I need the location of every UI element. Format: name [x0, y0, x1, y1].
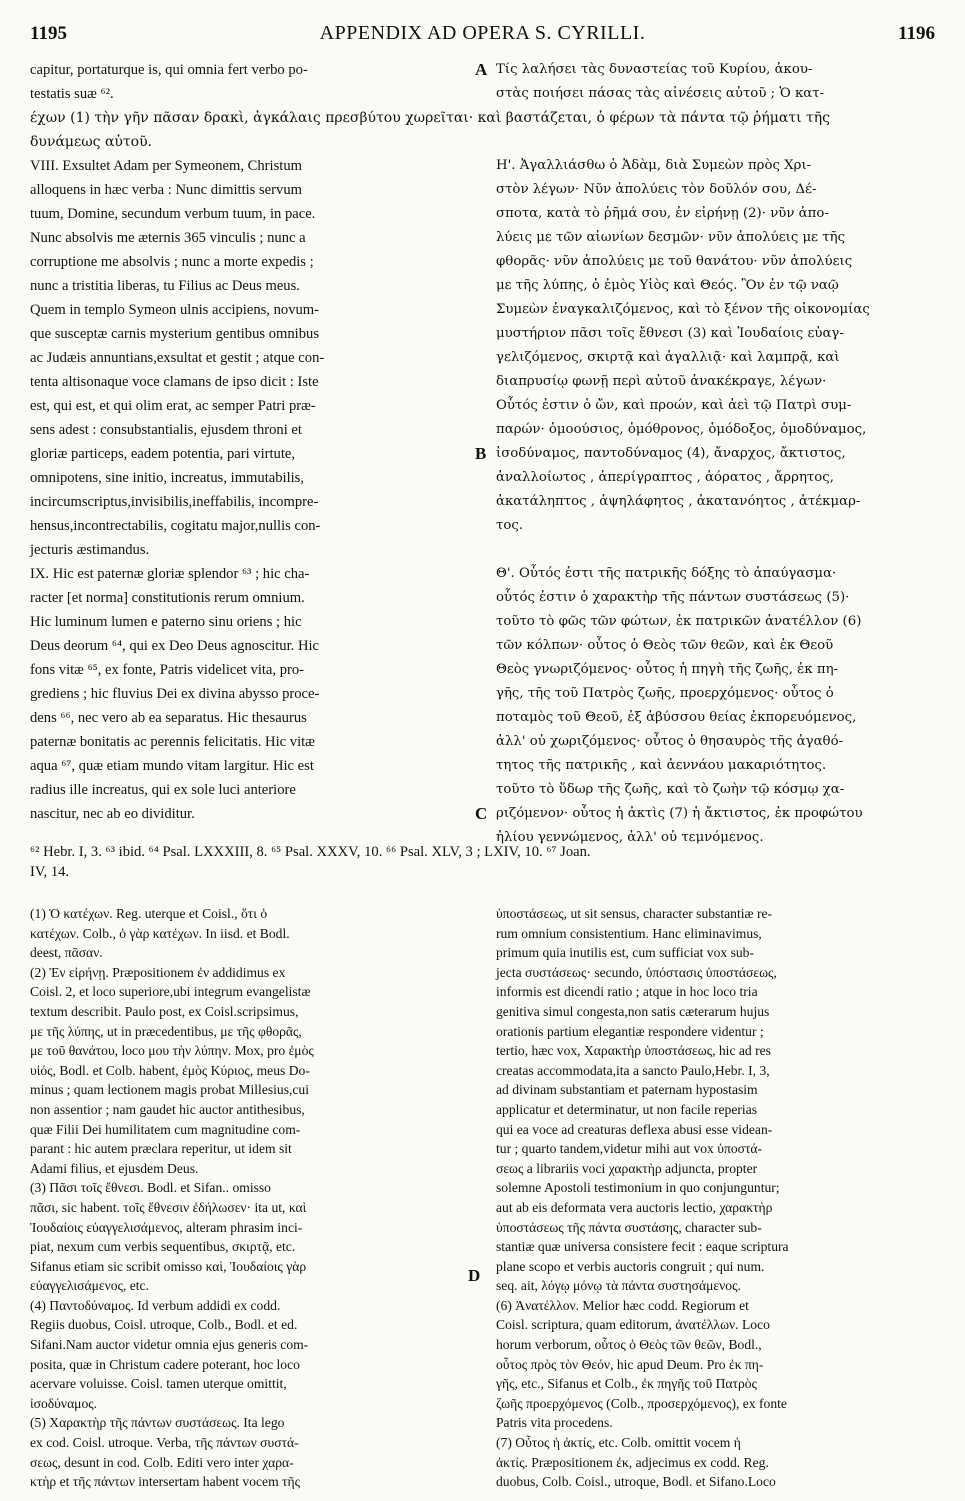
greek-text [496, 658, 936, 682]
scripture-reference-text: ⁶² Hebr. I, 3. ⁶³ ibid. ⁶⁴ Psal. LXXXIII, 8. ⁶⁵ Psal. XXXV, 10. ⁶⁶ Psal. XLV, 3 ; LXIV, 10. ⁶⁷ Joan. [30, 844, 591, 860]
note-line [30, 1433, 470, 1453]
greek-text-full-line [30, 130, 935, 154]
latin-text-content: Hic luminum lumen e paterno sinu oriens ; hic [30, 614, 302, 630]
latin-text [30, 538, 470, 562]
note-text: quæ Filii Dei humilitatem cum magnitudine com- [30, 1121, 301, 1137]
greek-text-content: ποταμὸς τοῦ Θεοῦ, ἐξ ἀβύσσου θείας ἐκπορευόμενος, [496, 710, 857, 725]
greek-text [496, 322, 936, 346]
note-text: stantiæ quæ universa consistere fecit : eaque scriptura [496, 1239, 789, 1255]
note-line [496, 982, 936, 1002]
note-text: tur ; quarto tandem,videtur mihi aut vox ὑποστά- [496, 1141, 763, 1157]
note-text: ex cod. Coisl. utroque. Verba, τῆς πάντων συστά- [30, 1435, 299, 1451]
scripture-reference-text: IV, 14. [30, 864, 70, 880]
greek-text [496, 514, 936, 538]
latin-text-content: gloriæ particeps, eadem potentia, pari virtute, [30, 446, 296, 462]
margin-letter: A [475, 60, 488, 79]
text-line [30, 418, 935, 442]
note-text: acervare voluisse. Coisl. tamen uterque omittit, [30, 1376, 287, 1392]
note-text: deest, πᾶσαν. [30, 945, 103, 961]
latin-text [30, 322, 470, 346]
latin-text-content: omnipotens, sine initio, increatus, immutabilis, [30, 470, 305, 486]
greek-text-content: Θ'. Οὗτός ἐστι τῆς πατρικῆς δόξης τὸ ἀπαύγασμα· [496, 566, 837, 581]
note-text: ad divinam substantiam et paternam hypostasim [496, 1082, 758, 1098]
text-line [30, 370, 935, 394]
greek-text-content: γελιζόμενος, σκιρτᾷ καὶ ἀγαλλιᾷ· καὶ λαμπρᾷ, καὶ [496, 350, 840, 365]
text-line [30, 322, 935, 346]
note-line [30, 1257, 470, 1277]
latin-text-content: jecturis æstimandus. [30, 542, 150, 558]
note-text: creatas accommodata,ita a sancto Paulo,Hebr. I, 3, [496, 1062, 770, 1078]
note-line [30, 1453, 470, 1473]
note-text: σεως, desunt in cod. Colb. Editi vero inter χαρα- [30, 1454, 294, 1470]
note-text: seq. ait, λόγῳ μόνῳ τὰ πάντα συστησάμενος. [496, 1278, 741, 1294]
latin-text-content: ac Judæis annuntians,exsultat et gestit ; atque con- [30, 350, 325, 366]
page [30, 22, 935, 1492]
note-line [30, 1374, 470, 1394]
note-text: Ἰουδαίοις εὐαγγελισάμενος, alteram phrasim inci- [30, 1219, 303, 1235]
greek-text-content: μυστήριον πᾶσι τοῖς ἔθνεσι (3) καὶ Ἰουδαίοις εὐαγ- [496, 326, 844, 341]
latin-text [30, 802, 470, 826]
latin-text-content: tenta altisonaque voce clamans de ipso dicit : Iste [30, 374, 319, 390]
greek-text: δυνάμεως αὐτοῦ. [30, 134, 153, 150]
note-line [30, 982, 470, 1002]
greek-text [496, 610, 936, 634]
note-text: κατέχων. Colb., ὁ γὰρ κατέχων. In iisd. et Bodl. [30, 925, 290, 941]
note-text: κτὴρ et τῆς πάντων intersertam habent vocem τῆς [30, 1474, 301, 1490]
note-line [496, 1178, 936, 1198]
greek-text-content: με τῆς λύπης, ὁ ἐμὸς Υἱὸς καὶ Θεός. Ὃν ἐν τῷ ναῷ [496, 278, 839, 293]
note-line [30, 1120, 470, 1140]
latin-text [30, 82, 470, 106]
latin-text [30, 706, 470, 730]
note-text: γῆς, etc., Sifanus et Colb., ἐκ πηγῆς τοῦ Πατρὸς [496, 1376, 757, 1392]
note-text: primum quia inutilis est, cum sufficiat vox sub- [496, 945, 755, 961]
note-line [30, 1315, 470, 1335]
text-line [30, 106, 935, 130]
note-text: posita, quæ in Christum cadere poterant, hoc loco [30, 1356, 300, 1372]
latin-text-content: incircumscriptus,invisibilis,ineffabilis, incompre- [30, 494, 319, 510]
greek-text [496, 82, 936, 106]
note-text: solemne Apostoli testimonium in quo conjunguntur; [496, 1180, 780, 1196]
note-line [30, 1218, 470, 1238]
note-line [30, 904, 470, 924]
greek-text-content: Τίς λαλήσει τὰς δυναστείας τοῦ Κυρίου, ἀκου- [496, 62, 813, 77]
greek-text [496, 562, 936, 586]
latin-text [30, 442, 470, 466]
greek-text [496, 226, 936, 250]
notes-column-left [30, 904, 470, 1492]
latin-text [30, 514, 470, 538]
greek-text [496, 154, 936, 178]
greek-text-content: λύεις με τῶν αἰωνίων δεσμῶν· νῦν ἀπολύεις με τῆς [496, 230, 846, 245]
greek-text: έχων (1) τὴν γῆν πᾶσαν δρακὶ, ἀγκάλαις πρεσβύτου χωρεῖται· καὶ βαστάζεται, ὁ φέρων τὰ πάντα τῷ ῥήματι τῆς [30, 110, 830, 126]
latin-text [30, 658, 470, 682]
note-line [496, 1374, 936, 1394]
latin-text-content: VIII. Exsultet Adam per Symeonem, Christum [30, 158, 302, 174]
greek-text [496, 418, 936, 442]
note-text: aut ab eis deformata vera auctoris lectio, χαρακτὴρ [496, 1199, 773, 1215]
greek-text-full-line [30, 106, 935, 130]
note-line [496, 1218, 936, 1238]
note-text: υἱός, Bodl. et Colb. habent, ἐμὸς Κύριος, meus Do- [30, 1062, 310, 1078]
note-line [496, 1022, 936, 1042]
greek-text [496, 370, 936, 394]
greek-text-content: διαπρυσίῳ φωνῇ περὶ αὐτοῦ ἀνακέκραγε, λέγων· [496, 374, 827, 389]
latin-text [30, 634, 470, 658]
greek-text [496, 394, 936, 418]
note-text: genitiva simul congesta,non satis cæterarum hujus [496, 1003, 770, 1019]
greek-text [496, 754, 936, 778]
greek-text [496, 58, 936, 82]
note-line [30, 1041, 470, 1061]
note-text: Regiis duobus, Coisl. utroque, Colb., Bodl. et ed. [30, 1317, 298, 1333]
note-line [30, 1080, 470, 1100]
note-text: (6) Ἀνατέλλον. Melior hæc codd. Regiorum et [496, 1297, 749, 1313]
note-line [496, 1296, 936, 1316]
latin-text-content: Nunc absolvis me æternis 365 vinculis ; nunc a [30, 230, 306, 246]
latin-text-content: Quem in templo Symeon ulnis accipiens, novum- [30, 302, 319, 318]
text-line [30, 514, 935, 538]
greek-text-content: στὰς ποιήσει πάσας τὰς αἰνέσεις αὐτοῦ ; Ὁ κατ- [496, 86, 825, 101]
latin-text-content: est, qui est, et qui olim erat, ac semper Patri præ- [30, 398, 316, 414]
text-line [30, 394, 935, 418]
latin-text-content: testatis suæ ⁶². [30, 86, 114, 102]
greek-text [496, 538, 936, 562]
note-text: Sifani.Nam auctor videtur omnia ejus generis com- [30, 1337, 309, 1353]
note-text: ἀκτίς. Præpositionem ἐκ, adjecimus ex codd. Reg. [496, 1454, 769, 1470]
latin-text [30, 562, 470, 586]
text-line [30, 562, 935, 586]
text-line [30, 226, 935, 250]
greek-text [496, 778, 936, 802]
text-line [30, 82, 935, 106]
note-text: tertio, hæc vox, Χαρακτὴρ ὑποστάσεως, hic ad res [496, 1043, 771, 1059]
notes-column-right [496, 904, 936, 1492]
latin-text-content: aqua ⁶⁷, quæ etiam mundo vitam largitur. Hic est [30, 758, 314, 774]
greek-text-content: ἀλλ' οὐ χωριζόμενος· οὗτος ὁ θησαυρὸς τῆς ἀγαθό- [496, 734, 844, 749]
text-line [30, 202, 935, 226]
page-number-right: 1196 [898, 23, 935, 44]
note-text: informis est dicendi ratio ; atque in hoc loco tria [496, 984, 758, 1000]
greek-text [496, 274, 936, 298]
greek-text [496, 586, 936, 610]
latin-text [30, 754, 470, 778]
greek-text [496, 442, 936, 466]
note-text: minus ; quam lectionem magis probat Millesius,cui [30, 1082, 310, 1098]
latin-text-content: radius ille increatus, qui ex sole luci anteriore [30, 782, 296, 798]
note-line [30, 943, 470, 963]
latin-text [30, 346, 470, 370]
latin-text-content: que susceptæ carnis mysterium gentibus omnibus [30, 326, 320, 342]
latin-text-content: corruptione me absolvis ; nunc a morte expedis ; [30, 254, 314, 270]
note-line [496, 1237, 936, 1257]
note-line [30, 1061, 470, 1081]
margin-letter: B [475, 444, 487, 463]
page-number-left: 1195 [30, 23, 67, 44]
latin-text-content: alloquens in hæc verba : Nunc dimittis servum [30, 182, 302, 198]
note-text: Adami filius, et ejusdem Deus. [30, 1160, 199, 1176]
greek-text-content: τῶν κόλπων· οὗτος ὁ Θεὸς τῶν θεῶν, καὶ ἐκ Θεοῦ [496, 638, 834, 653]
text-line [30, 538, 935, 562]
note-line [30, 1413, 470, 1433]
text-line [30, 298, 935, 322]
running-header [30, 22, 935, 50]
greek-text-content: Η'. Ἀγαλλιάσθω ὁ Ἀδὰμ, διὰ Συμεὼν πρὸς Χρι- [496, 158, 812, 173]
latin-text-content: sens adest : consubstantialis, ejusdem throni et [30, 422, 302, 438]
note-line [496, 1139, 936, 1159]
greek-text [496, 682, 936, 706]
note-text: (3) Πᾶσι τοῖς ἔθνεσι. Bodl. et Sifan.. omisso [30, 1180, 271, 1196]
note-line [496, 1394, 936, 1414]
note-text: με τῆς λύπης, ut in præcedentibus, με τῆς φθορᾶς, [30, 1023, 302, 1039]
latin-text [30, 58, 470, 82]
note-text: Coisl. scriptura, quam editorum, ἀνατέλλων. Loco [496, 1317, 770, 1333]
note-text: Coisl. 2, et loco superiore,ubi integrum evangelistæ [30, 984, 311, 1000]
greek-text-content: φθορᾶς· νῦν ἀπολύεις με τοῦ θανάτου· νῦν ἀπολύεις [496, 254, 853, 269]
greek-text [496, 466, 936, 490]
latin-text [30, 418, 470, 442]
note-line [30, 963, 470, 983]
latin-text-content: grediens ; hic fluvius Dei ex divina abysso proce- [30, 686, 320, 702]
latin-text [30, 226, 470, 250]
header-title: APPENDIX AD OPERA S. CYRILLI. [319, 22, 646, 44]
text-line [30, 730, 935, 754]
note-line [30, 1394, 470, 1414]
note-line [496, 1276, 936, 1296]
latin-text-content: racter [et norma] constitutionis rerum omnium. [30, 590, 305, 606]
latin-text [30, 154, 470, 178]
note-line [30, 1139, 470, 1159]
greek-text-content: Οὗτός ἐστιν ὁ ὤν, καὶ προών, καὶ ἀεὶ τῷ Πατρὶ συμ- [496, 398, 852, 413]
note-line [30, 1355, 470, 1375]
note-text: Sifanus etiam sic scribit omisso καὶ, Ἰουδαίοις γὰρ [30, 1258, 307, 1274]
greek-text [496, 490, 936, 514]
note-line [496, 1257, 936, 1277]
greek-text-content: γῆς, τῆς τοῦ Πατρὸς ζωῆς, προερχόμενος· οὗτος ὁ [496, 686, 834, 701]
greek-text [496, 730, 936, 754]
note-line [496, 1080, 936, 1100]
greek-text-content: παρών· ὁμοούσιος, ὁμόθρονος, ὁμόδοξος, ὁμοδύναμος, [496, 422, 867, 437]
note-line [496, 1041, 936, 1061]
note-text: textum describit. Paulo post, ex Coisl.scripsimus, [30, 1003, 299, 1019]
note-text: πᾶσι, sic habent. τοῖς ἔθνεσιν ἐδήλωσεν· ita ut, καὶ [30, 1199, 307, 1215]
note-line [30, 1100, 470, 1120]
greek-text-content: ριζόμενον· οὗτος ἡ ἀκτὶς (7) ἡ ἄκτιστος, ἐκ προφώτου [496, 806, 863, 821]
note-text: ζωῆς προερχόμενος (Colb., προσερχόμενος), ex fonte [496, 1395, 787, 1411]
note-line [496, 1002, 936, 1022]
latin-text-content: nunc a tristitia liberas, tu Filius ac Deus meus. [30, 278, 300, 294]
note-text: orationis partium elegantiæ respondere videntur ; [496, 1023, 764, 1039]
latin-text [30, 778, 470, 802]
note-line [496, 1315, 936, 1335]
note-line [30, 1335, 470, 1355]
note-text: horum verborum, οὗτος ὁ Θεὸς τῶν θεῶν, Bodl., [496, 1337, 762, 1353]
greek-text-content: ἡλίου γεννώμενος, ἀλλ' οὐ τεμνόμενος. [496, 830, 764, 845]
note-line [496, 1335, 936, 1355]
note-text: (7) Οὗτος ἡ ἀκτίς, etc. Colb. omittit vocem ἡ [496, 1435, 741, 1451]
text-line [30, 250, 935, 274]
text-line [30, 658, 935, 682]
text-line [30, 682, 935, 706]
latin-text [30, 202, 470, 226]
greek-text [496, 250, 936, 274]
note-text: με τοῦ θανάτου, loco μου τὴν λύπην. Mox, pro ἐμὸς [30, 1043, 314, 1059]
note-text: (5) Χαρακτὴρ τῆς πάντων συστάσεως. Ita lego [30, 1415, 285, 1431]
note-text: (1) Ὁ κατέχων. Reg. uterque et Coisl., ὅτι ὁ [30, 906, 268, 921]
note-line [30, 1022, 470, 1042]
note-line [496, 904, 936, 924]
latin-text [30, 466, 470, 490]
note-text: (2) Ἐν εἰρήνῃ. Præpositionem ἐν addidimus ex [30, 964, 286, 980]
note-text: ὑποστάσεως, ut sit sensus, character substantiæ re- [496, 906, 773, 921]
greek-text-content: ἰσοδύναμος, παντοδύναμος (4), ἄναρχος, ἄκτιστος, [496, 446, 846, 461]
text-line [30, 778, 935, 802]
note-line [496, 924, 936, 944]
latin-text [30, 490, 470, 514]
greek-text-content: τητος τῆς πατρικῆς , καὶ ἀεννάου μακαριότητος. [496, 758, 827, 773]
greek-text [496, 346, 936, 370]
greek-text [496, 298, 936, 322]
greek-text [496, 178, 936, 202]
note-text: plane scopo et verbis auctoris congruit ; qui num. [496, 1258, 765, 1274]
greek-text-content: ἀκατάληπτος , ἀψηλάφητος , ἀκατανόητος , ἀτέκμαρ- [496, 494, 861, 509]
latin-text-content: Deus deorum ⁶⁴, qui ex Deo Deus agnoscitur. Hic [30, 638, 320, 654]
text-line [30, 274, 935, 298]
latin-text [30, 298, 470, 322]
note-line [496, 1198, 936, 1218]
note-text: duobus, Colb. Coisl., utroque, Bodl. et Sifano.Loco [496, 1474, 776, 1490]
text-line [30, 346, 935, 370]
note-text: non assentior ; nam gaudet hic auctor antithesibus, [30, 1101, 305, 1117]
note-text: jecta συστάσεως· secundo, ὑπόστασις ὑποστάσεως, [496, 964, 777, 980]
latin-text [30, 610, 470, 634]
text-line [30, 130, 935, 154]
latin-text-content: dens ⁶⁶, nec vero ab ea separatus. Hic thesaurus [30, 710, 307, 726]
text-line [30, 610, 935, 634]
note-line [496, 1355, 936, 1375]
latin-text-content: paternæ bonitatis ac perennis felicitatis. Hic vitæ [30, 734, 315, 750]
text-line [30, 58, 935, 82]
text-line [30, 802, 935, 826]
text-line [30, 490, 935, 514]
latin-text-content: tuum, Domine, secundum verbum tuum, in pace. [30, 206, 316, 222]
latin-text-content: capitur, portaturque is, qui omnia fert verbo po- [30, 62, 308, 78]
note-text: qui ea voce ad creaturas deflexa abusi esse videan- [496, 1121, 773, 1137]
note-text: εὐαγγελισάμενος, etc. [30, 1278, 149, 1294]
note-line [30, 1296, 470, 1316]
note-line [30, 1198, 470, 1218]
scripture-references [30, 842, 935, 882]
latin-text [30, 274, 470, 298]
note-line [496, 1061, 936, 1081]
note-line [496, 1159, 936, 1179]
text-line [30, 754, 935, 778]
text-line [30, 586, 935, 610]
note-line [30, 1237, 470, 1257]
latin-text [30, 586, 470, 610]
greek-text-content: Θεὸς γνωριζόμενος· οὗτος ἡ πηγὴ τῆς ζωῆς, ἐκ πη- [496, 662, 839, 677]
note-line [30, 1276, 470, 1296]
note-text: rum omnium consistentium. Hanc eliminavimus, [496, 925, 762, 941]
greek-text-content: στὸν λέγων· Νῦν ἀπολύεις τὸν δοῦλόν σου, Δέ- [496, 182, 817, 197]
latin-text [30, 178, 470, 202]
note-line [496, 1472, 936, 1492]
latin-text [30, 250, 470, 274]
text-line [30, 466, 935, 490]
margin-letter-d: D [468, 1266, 481, 1285]
greek-text-content: σποτα, κατὰ τὸ ῥῆμά σου, ἐν εἰρήνῃ (2)· νῦν ἀπο- [496, 206, 829, 221]
note-text: (4) Παντοδύναμος. Id verbum addidi ex codd. [30, 1297, 281, 1313]
note-text: Patris vita procedens. [496, 1415, 613, 1431]
greek-text-content: ἀναλλοίωτος , ἀπερίγραπτος , ἀόρατος , ἄρρητος, [496, 470, 834, 485]
note-line [496, 943, 936, 963]
note-line [496, 1453, 936, 1473]
main-text [30, 58, 935, 850]
latin-text-content: IX. Hic est paternæ gloriæ splendor ⁶³ ; hic cha- [30, 566, 310, 582]
text-line [30, 178, 935, 202]
latin-text-content: hensus,incontrectabilis, cogitatu major,nullis con- [30, 518, 321, 534]
text-line [30, 442, 935, 466]
greek-text [496, 706, 936, 730]
note-line [496, 1120, 936, 1140]
margin-letter: C [475, 804, 488, 823]
latin-text [30, 730, 470, 754]
greek-text [496, 802, 936, 826]
note-line [30, 1002, 470, 1022]
greek-text-content: τος. [496, 518, 524, 533]
latin-text-content: fons vitæ ⁶⁵, ex fonte, Patris videlicet vita, pro- [30, 662, 305, 678]
text-line [30, 706, 935, 730]
greek-text-content: τοῦτο τὸ φῶς τῶν φώτων, ἐκ πατρικῶν ἀνατέλλον (6) [496, 614, 862, 629]
note-line [30, 1178, 470, 1198]
note-line [496, 1100, 936, 1120]
latin-text [30, 682, 470, 706]
scripture-reference-line [30, 842, 935, 862]
note-text: piat, nexum cum verbis sequentibus, σκιρτᾷ, etc. [30, 1239, 296, 1255]
note-text: οὗτος πρὸς τὸν Θεόν, hic apud Deum. Pro ἐκ πη- [496, 1356, 764, 1372]
greek-text-content: τοῦτο τὸ ὕδωρ τῆς ζωῆς, καὶ τὸ ζωὴν τῷ κόσμῳ χα- [496, 782, 845, 797]
greek-text-content: Συμεὼν ἐναγκαλιζόμενος, καὶ τὸ ξένον τῆς οἰκονομίας [496, 302, 870, 317]
note-text: parant : hic autem præclara reperitur, ut idem sit [30, 1141, 292, 1157]
greek-text [496, 634, 936, 658]
text-line [30, 154, 935, 178]
latin-text [30, 394, 470, 418]
note-line [30, 924, 470, 944]
scripture-reference-line [30, 862, 935, 882]
latin-text [30, 370, 470, 394]
greek-text-content: οὗτός ἐστιν ὁ χαρακτὴρ τῆς πάντων συστάσεως (5)· [496, 590, 850, 605]
note-text: ὑποστάσεως τῆς πάντα συστάσης, character sub- [496, 1219, 762, 1235]
greek-text [496, 202, 936, 226]
text-line [30, 634, 935, 658]
note-line [496, 963, 936, 983]
note-line [496, 1413, 936, 1433]
note-text: σεως a librariis voci χαρακτὴρ adjuncta, propter [496, 1160, 758, 1176]
note-line [30, 1159, 470, 1179]
note-line [496, 1433, 936, 1453]
note-line [30, 1472, 470, 1492]
latin-text-content: nascitur, nec ab eo dividitur. [30, 806, 195, 822]
note-text: ἰσοδύναμος. [30, 1395, 98, 1411]
note-text: applicatur et determinatur, ut non facile reperias [496, 1101, 758, 1117]
